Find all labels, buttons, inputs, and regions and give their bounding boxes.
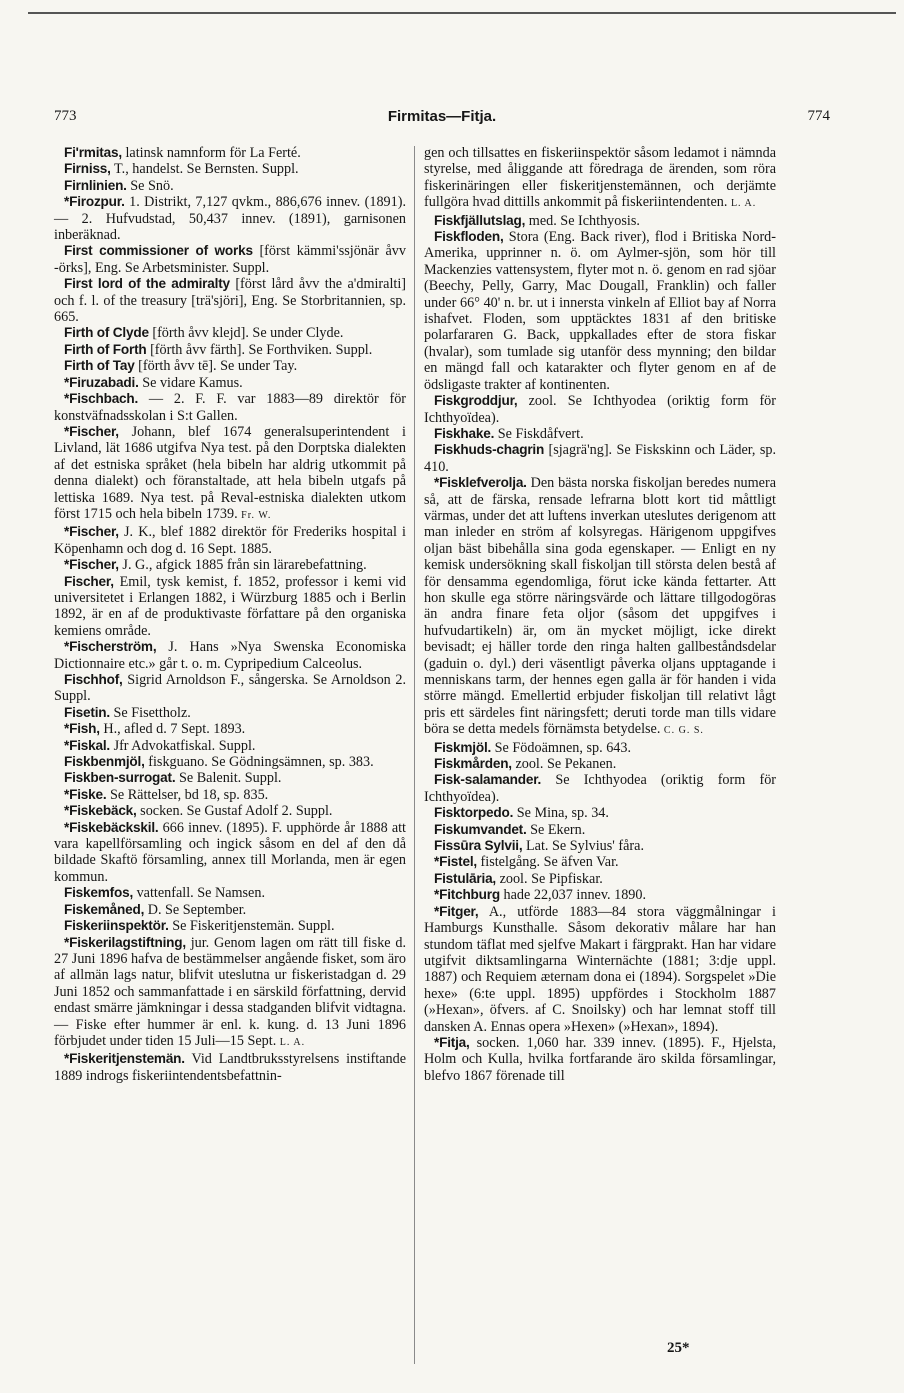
entry-text: Se Mina, sp. 34. (516, 805, 609, 822)
entry-headword: Fisetin. (64, 704, 110, 720)
entry-headword: Firnlinien. (64, 177, 127, 193)
author-signature: L. A. (279, 1036, 306, 1048)
dictionary-entry (424, 904, 776, 1035)
entry-text: Se Ichthyodea (oriktig form för Ichthyoïdea). (424, 772, 777, 805)
entry-headword: Fischhof, (64, 672, 123, 687)
author-signature: L. A. (730, 198, 757, 210)
dictionary-entry (424, 475, 776, 740)
dictionary-entry (54, 375, 406, 391)
dictionary-entry (54, 738, 406, 754)
dictionary-entry (54, 342, 406, 358)
entry-text: Den bästa norska fiskoljan beredes numera så, att de färska, rensade lefrarna blott kort tid måttligt värmas, under det att luftens inverkan uteslutes derigenom att man inleder en ström af kolsyregas. Härigenom uppgifves oljan bäst bibehålla sina goda egenskaper. — Enligt en ny kemisk undersökning skall fiskoljan till största delen bestå af för densamma egendomliga, förut icke kända fettarter. Att hon skulle ega större näringsvärde och lättare tillgodogöras än andra finare feta oljor (såsom det uppgifves i hufvudartikeln) är, om än mycket möjligt, icke direkt bevisadt; ej häller torde den ringa halten gallbeståndsdelar (gaduin o. dyl.) deri väsentligt påverka oljans upptagande i menniskans tarm, der hennes egen galla är för handen i vida större mängd. Emellertid erbjuder fiskoljan till relativt lågt pris ett särdeles fint näringsfett; deruti torde man tills vidare böra se detta medels förnämsta betydelse. (424, 475, 776, 738)
entry-text: fistelgång. Se äfven Var. (480, 854, 619, 871)
dictionary-entry (424, 822, 776, 838)
entry-headword: *Fiskerilagstiftning, (64, 934, 186, 950)
dictionary-entry (54, 1051, 406, 1084)
dictionary-entry (424, 740, 776, 756)
dictionary-entry (54, 721, 406, 737)
dictionary-entry (424, 756, 776, 772)
entry-text: [förth åvv tē]. Se under Tay. (138, 358, 298, 375)
entry-headword: Fiskemfos, (64, 885, 134, 901)
right-column (424, 145, 776, 1084)
entry-text: gen och tillsattes en fiskeriinspektör såsom ledamot i nämnda styrelse, med åliggande att föredraga de ärenden, som röra fiskerinäringen eller fiskeritjenstemännen, och derjämte fullgöra hvad dittills ankommit på fiskeriintendenten. (424, 145, 776, 211)
entry-headword: *Fischbach. (64, 391, 139, 407)
left-column (54, 145, 406, 1084)
entry-text: socken. 1,060 har. 339 innev. (1895). F., Hjelsta, Holm och Kulla, hvilka fortfarande äro skilda församlingar, blefvo 1867 förenade till (424, 1034, 776, 1084)
entry-headword: *Fiskebäckskil. (64, 819, 159, 835)
entry-text: med. Se Ichthyosis. (528, 212, 640, 229)
entry-text: 666 innev. (1895). F. upphörde år 1888 att vara kapellförsamling och ingick såsom en del af den då bildade Skaftö församling, annex till Morlanda, men är egen kommun. (54, 819, 406, 885)
column-divider (414, 146, 415, 1364)
entry-headword: Fiskben-surrogat. (64, 770, 176, 786)
entry-headword: *Fischer, (64, 524, 119, 540)
entry-headword: Fiskhake. (434, 425, 495, 441)
entry-headword: Fiskgroddjur, (434, 393, 518, 409)
entry-text: Emil, tysk kemist, f. 1852, professor i kemi vid universitetet i Erlangen 1882, i Würzburg 1885 och i Berlin 1892, är en af de produktivaste författare på den organiska kemiens område. (54, 573, 407, 639)
left-page-number: 773 (54, 108, 77, 124)
dictionary-entry (54, 424, 406, 524)
author-signature: Fr. W. (241, 509, 272, 521)
dictionary-entry (54, 145, 406, 161)
entry-text: D. Se September. (147, 901, 247, 918)
entry-text: Se Rättelser, bd 18, sp. 835. (109, 786, 269, 803)
entry-headword: *Fitchburg (434, 887, 500, 903)
entry-headword: Fisk-salamander. (434, 772, 542, 788)
entry-headword: Fiskeriinspektör. (64, 918, 169, 934)
entry-text: zool. Se Pipfiskar. (499, 870, 603, 887)
entry-text: Stora (Eng. Back river), flod i Britiska Nord-Amerika, upprinner n. ö. om Aylmer-sjön, som hör till Mackenzies vattensystem, flyter mot n. ö. genom en rad sjöar (Beechy, Pelly, Garry, Mac Dougall, Franklin) och faller under 66° 40' n. br. ut i innersta vinkeln af Elliot bay af Norra ishafvet. Floden, som upptäcktes 1831 af den britiske polarfararen G. Back, uppkallades efter de stora fiskar (hvalar), som tumlade sig utanför dess mynning; den bildar en mängd fall och katarakter och flyter genom en af de ödsligaste trakter af kontinenten. (424, 229, 776, 393)
entry-headword: Firth of Tay (64, 358, 135, 374)
entry-text: Jfr Advokatfiskal. Suppl. (113, 737, 256, 754)
top-rule (28, 12, 896, 14)
entry-headword: *Fitger, (434, 903, 479, 919)
entry-headword: *Fiskeritjenstemän. (64, 1051, 185, 1067)
dictionary-entry (424, 805, 776, 821)
dictionary-entry (54, 178, 406, 194)
entry-text: Se Ekern. (530, 821, 586, 838)
entry-text: Se Balenit. Suppl. (178, 770, 282, 787)
dictionary-entry (54, 161, 406, 177)
entry-headword: *Firuzabadi. (64, 374, 139, 390)
entry-text: Sigrid Arnoldson F., sångerska. Se Arnoldson 2. Suppl. (54, 672, 407, 705)
entry-text: zool. Se Ichthyodea (oriktig form för Ichthyoïdea). (424, 393, 776, 426)
dictionary-entry (54, 803, 406, 819)
dictionary-entry (424, 442, 776, 475)
entry-headword: Fiskbenmjöl, (64, 754, 145, 770)
dictionary-entry (54, 391, 406, 424)
dictionary-entry (54, 770, 406, 786)
dictionary-entry (424, 393, 776, 426)
dictionary-entry (424, 854, 776, 870)
entry-text: 1. Distrikt, 7,127 qvkm., 886,676 innev. (1891). — 2. Hufvudstad, 50,437 innev. (1891), garnisonen inberäknad. (54, 194, 407, 244)
dictionary-entry (54, 705, 406, 721)
entry-text: Se Fisettholz. (113, 704, 191, 721)
dictionary-entry (54, 935, 406, 1052)
dictionary-entry (54, 524, 406, 557)
entry-headword: *Fiskebäck, (64, 803, 137, 819)
dictionary-entry (54, 194, 406, 243)
entry-text: zool. Se Pekanen. (515, 756, 617, 773)
entry-headword: *Fisklefverolja. (434, 475, 527, 491)
entry-headword: *Fistel, (434, 854, 477, 870)
dictionary-entry (54, 820, 406, 886)
dictionary-entry (54, 557, 406, 573)
entry-text: Se Födoämnen, sp. 643. (494, 739, 632, 756)
dictionary-entry (54, 276, 406, 325)
entry-headword: First commissioner of works (64, 243, 253, 259)
dictionary-entry (424, 213, 776, 229)
entry-text: [först lård åvv the a'dmiralti] och f. l. of the treasury [trä'sjöri], Eng. Se Storbritannien, sp. 665. (54, 276, 406, 326)
dictionary-entry (54, 639, 406, 672)
entry-headword: Firniss, (64, 161, 111, 177)
entry-text: Johann, blef 1674 generalsuperintendent i Livland, lät 1686 utgifva Nya test. på den Dorptska dialekten af det estniska språket (hela bibeln har aldrig utkommit på denna dialekt) och föranstaltade, att hela bibeln utgafs på lettiska 1689. Nya test. på Reval-estniska dialekten utkom först 1715 och hela bibeln 1739. (54, 423, 406, 522)
entry-headword: Fiskfloden, (434, 229, 504, 245)
entry-text: Lat. Se Sylvius' fåra. (525, 838, 644, 855)
entry-headword: *Fischer, (64, 423, 119, 439)
entry-text: J. K., blef 1882 direktör för Frederiks hospital i Köpenhamn och dog d. 16 Sept. 1885. (54, 524, 406, 557)
dictionary-entry (54, 902, 406, 918)
dictionary-entry (54, 358, 406, 374)
author-signature: C. G. S. (663, 725, 704, 737)
entry-headword: *Fish, (64, 721, 100, 737)
entry-headword: *Fiskal. (64, 737, 111, 753)
entry-headword: Fiskemåned, (64, 901, 145, 917)
entry-text: [förth åvv färth]. Se Forthviken. Suppl. (150, 341, 373, 358)
entry-headword: Fistulāria, (434, 870, 497, 886)
dictionary-entry (54, 754, 406, 770)
dictionary-entry (424, 838, 776, 854)
dictionary-entry (424, 772, 776, 805)
entry-headword: Fiskfjällutslag, (434, 212, 526, 228)
running-title: Firmitas—Fitja. (387, 108, 497, 125)
dictionary-entry (54, 574, 406, 640)
entry-text: [först kämmi'ssjönär åvv -örks], Eng. Se Arbetsminister. Suppl. (54, 243, 406, 276)
entry-text: hade 22,037 innev. 1890. (503, 887, 647, 904)
entry-headword: Fi'rmitas, (64, 145, 122, 160)
entry-text: latinsk namnform för La Ferté. (125, 145, 301, 161)
entry-text: J. G., afgick 1885 från sin lärarebefattning. (122, 557, 367, 574)
entry-text: Se vidare Kamus. (142, 374, 243, 391)
entry-text: [sjagrä'ng]. Se Fiskskinn och Läder, sp. 410. (424, 442, 777, 475)
dictionary-entry (424, 426, 776, 442)
entry-text: T., handelst. Se Bernsten. Suppl. (114, 161, 299, 178)
entry-text: fiskguano. Se Gödningsämnen, sp. 383. (148, 754, 374, 771)
entry-text: Se Snö. (130, 177, 174, 194)
dictionary-entry (54, 672, 406, 705)
entry-headword: Fiskmjöl. (434, 739, 492, 755)
entry-headword: Fissūra Sylvii, (434, 838, 523, 854)
dictionary-entry (54, 918, 406, 934)
entry-text: A., utförde 1883—84 stora väggmålningar i Hamburgs Kunsthalle. Såsom dekorativ målare har han stundom täflat med sjelfve Makart i färgprakt. Han har vidare utgifvit diktsamlingarna Winternächte (1881; 3:dje uppl. 1887) och Requiem æternam dona ei (1894). Sorgspelet »Die hexe» (6:te uppl. 1895) uppfördes i Stockholm 1887 (»Hexan», öfvers. af C. Snoilsky) och har lemnat stoff till dansken A. Ennas opera »Hexen» (»Hexan», 1894). (424, 903, 776, 1035)
dictionary-entry (54, 885, 406, 901)
dictionary-entry (54, 325, 406, 341)
entry-headword: *Fischerström, (64, 639, 157, 655)
entry-text: — 2. F. F. var 1883—89 direktör för konstväfnadsskolan i S:t Gallen. (54, 391, 407, 424)
dictionary-entry (424, 871, 776, 887)
sheet-signature: 25* (667, 1340, 690, 1356)
entry-headword: Fiskhuds-chagrin (434, 442, 545, 458)
entry-headword: Fischer, (64, 573, 114, 589)
entry-headword: Firth of Forth (64, 341, 147, 357)
entry-text: Vid Landtbruksstyrelsens instiftande 1889 indrogs fiskeriintendentsbefattnin- (54, 1051, 406, 1084)
entry-text: Se Fiskeritjenstemän. Suppl. (172, 918, 335, 935)
entry-headword: First lord of the admiralty (64, 276, 230, 292)
dictionary-entry (424, 229, 776, 393)
entry-headword: Fiskmården, (434, 756, 512, 772)
entry-headword: *Fiske. (64, 786, 107, 802)
entry-headword: *Fischer, (64, 557, 119, 573)
entry-text: [förth åvv klejd]. Se under Clyde. (152, 325, 344, 342)
entry-headword: Firth of Clyde (64, 325, 149, 341)
dictionary-entry (424, 1035, 776, 1084)
dictionary-entry (54, 243, 406, 276)
entry-text: J. Hans »Nya Swenska Economiska Dictionnaire etc.» går t. o. m. Cypripedium Calceolus. (54, 639, 406, 672)
entry-text: H., afled d. 7 Sept. 1893. (103, 721, 246, 738)
entry-headword: *Fitja, (434, 1034, 470, 1050)
entry-text: jur. Genom lagen om rätt till fiske d. 27 Juni 1896 hafva de bestämmelser angående fisket, som äro af allmän lags natur, blifvit uteslutna ur fiskeristadgan d. 29 Juni 1852 och sammanfattade i en särskild författning, dervid endast smärre jämkningar i dessa stadganden blifvit vidtagna. — Fiske efter hummer är enl. k. kung. d. 13 Juni 1896 förbjudet under tiden 15 Juli—15 Sept. (54, 934, 406, 1049)
page-header (54, 108, 830, 130)
right-page-number: 774 (807, 108, 830, 124)
entry-headword: *Firozpur. (64, 194, 125, 210)
dictionary-entry (54, 787, 406, 803)
entry-text: vattenfall. Se Namsen. (136, 885, 265, 902)
dictionary-entry (424, 887, 776, 903)
dictionary-entry (424, 145, 776, 213)
entry-text: Se Fiskdåfvert. (497, 425, 584, 442)
entry-text: socken. Se Gustaf Adolf 2. Suppl. (140, 803, 333, 820)
entry-headword: Fisktorpedo. (434, 805, 514, 821)
entry-headword: Fiskumvandet. (434, 821, 527, 837)
